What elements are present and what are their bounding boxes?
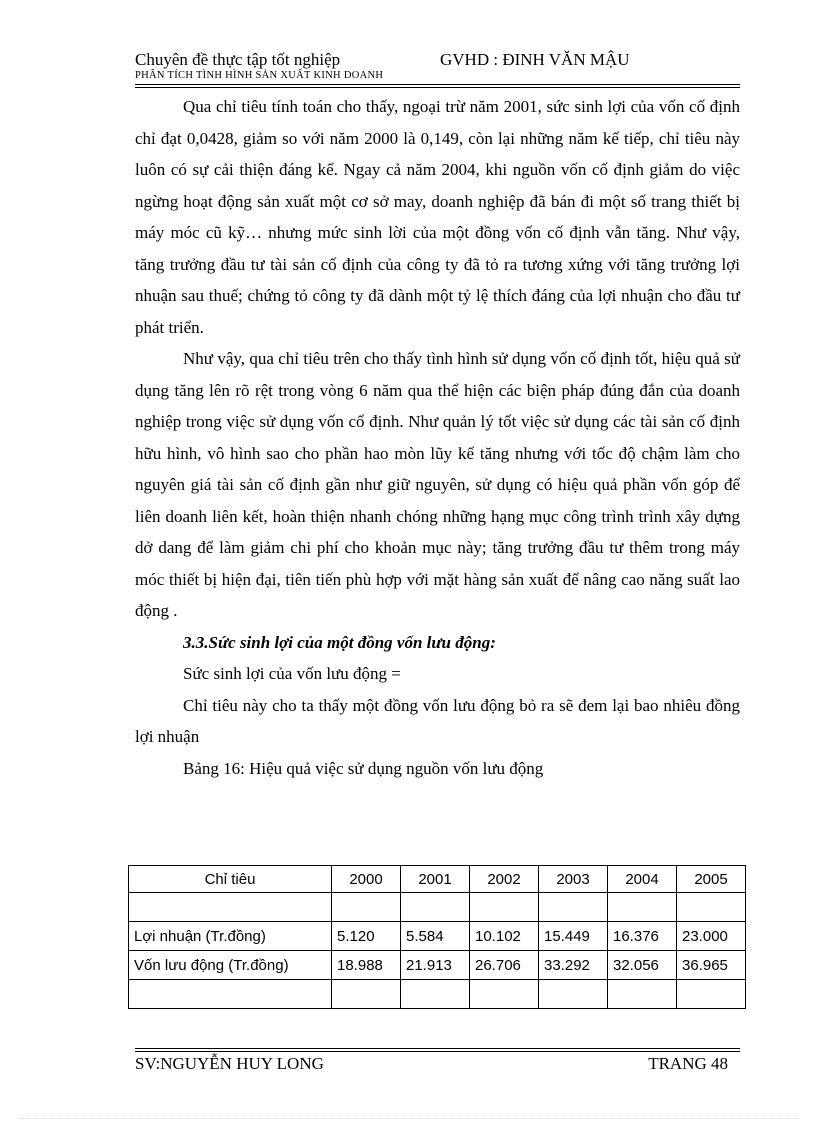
footer-student: SV:NGUYỄN HUY LONG — [135, 1054, 324, 1073]
page-header — [135, 50, 675, 70]
page-edge-dotted-line — [20, 1118, 800, 1119]
header-cell: 2001 — [401, 866, 470, 893]
table-row — [129, 980, 746, 1009]
table-cell — [401, 893, 470, 922]
page-number: TRANG 48 — [648, 1054, 728, 1073]
formula-line: Sức sinh lợi của vốn lưu động = — [183, 664, 401, 683]
header-cell: 2004 — [608, 866, 677, 893]
paragraph-3: Chỉ tiêu này cho ta thấy một đồng vốn lưu động bỏ ra sẽ đem lại bao nhiêu đồng lợi nhuận — [135, 695, 740, 746]
table-cell — [608, 893, 677, 922]
table-cell — [129, 980, 332, 1009]
header-cell: Chỉ tiêu — [129, 866, 332, 893]
header-rule-top — [135, 84, 740, 85]
table-cell: 5.584 — [401, 922, 470, 951]
paragraph-1: Qua chỉ tiêu tính toán cho thấy, ngoại trừ năm 2001, sức sinh lợi của vốn cố định chỉ đạt 0,0428, giảm so với năm 2000 là 0,149, còn lại những năm kế tiếp, chỉ tiêu này luôn có sự cải thiện đáng kể. Ngay cả năm 2004, khi nguồn vốn cố định giảm do việc ngừng hoạt động sản xuất một cơ sở may, doanh nghiệp đã bán đi một số trang thiết bị máy móc cũ kỹ… nhưng mức sinh lời của một đồng vốn cố định vẫn tăng. Như vậy, tăng trưởng đầu tư tài sản cố định của công ty đã tỏ ra tương xứng với tăng trưởng lợi nhuận sau thuế; chứng tỏ công ty đã dành một tỷ lệ thích đáng của lợi nhuận cho đầu tư phát triển. — [135, 97, 740, 337]
table-cell: 18.988 — [332, 951, 401, 980]
paragraph-2: Như vậy, qua chỉ tiêu trên cho thấy tình hình sử dụng vốn cố định tốt, hiệu quả sử dụng tăng lên rõ rệt trong vòng 6 năm qua thể hiện các biện pháp đúng đắn của doanh nghiệp trong việc sử dụng vốn cố định. Như quản lý tốt việc sử dụng các tài sản cố định hữu hình, vô hình sao cho phần hao mòn lũy kế tăng nhưng với tốc độ chậm làm cho nguyên giá tài sản cố định gần như giữ nguyên, sử dụng có hiệu quả phần vốn góp để liên doanh liên kết, hoàn thiện nhanh chóng những hạng mục công trình trình xây dựng dở dang để làm giảm chi phí cho khoản mục này; tăng trưởng đầu tư thêm trong máy móc thiết bị hiện đại, tiên tiến phù hợp với mặt hàng sản xuất để nâng cao năng suất lao động . — [135, 349, 740, 620]
table-cell: 33.292 — [539, 951, 608, 980]
table-cell — [677, 893, 746, 922]
table-cell: 21.913 — [401, 951, 470, 980]
table-cell — [539, 893, 608, 922]
header-cell: 2003 — [539, 866, 608, 893]
table-cell — [470, 980, 539, 1009]
header-title: Chuyên đề thực tập tốt nghiệp — [135, 50, 341, 69]
table-cell: 16.376 — [608, 922, 677, 951]
header-rule-bottom — [135, 87, 740, 88]
table-cell — [332, 980, 401, 1009]
table-cell — [539, 980, 608, 1009]
table-cell: 5.120 — [332, 922, 401, 951]
table-cell: 36.965 — [677, 951, 746, 980]
header-subtitle: PHÂN TÍCH TÌNH HÌNH SẢN XUẤT KINH DOANH — [135, 70, 384, 81]
table-cell: Vốn lưu động (Tr.đồng) — [129, 951, 332, 980]
table-row — [129, 951, 746, 980]
table-cell — [608, 980, 677, 1009]
header-advisor: GVHD : ĐINH VĂN MẬU — [440, 50, 630, 69]
table-caption: Bảng 16: Hiệu quả việc sử dụng nguồn vốn lưu động — [183, 758, 544, 778]
header-cell: 2005 — [677, 866, 746, 893]
table-header-row — [129, 866, 746, 893]
table-cell: Lợi nhuận (Tr.đồng) — [129, 922, 332, 951]
table-cell: 10.102 — [470, 922, 539, 951]
page-footer — [135, 1053, 740, 1075]
table-cell — [332, 893, 401, 922]
table-cell: 15.449 — [539, 922, 608, 951]
table-row — [129, 922, 746, 951]
table-row — [129, 893, 746, 922]
data-table — [128, 865, 746, 1009]
table-cell: 32.056 — [608, 951, 677, 980]
table-cell — [129, 893, 332, 922]
header-cell: 2000 — [332, 866, 401, 893]
header-cell: 2002 — [470, 866, 539, 893]
section-heading: 3.3.Sức sinh lợi của một đồng vốn lưu động: — [183, 632, 496, 652]
table-cell — [470, 893, 539, 922]
table-cell: 23.000 — [677, 922, 746, 951]
footer-rule-top — [135, 1048, 740, 1049]
body-text — [135, 91, 740, 784]
table-cell — [677, 980, 746, 1009]
table-cell — [401, 980, 470, 1009]
footer-rule-bottom — [135, 1051, 740, 1052]
table-cell: 26.706 — [470, 951, 539, 980]
